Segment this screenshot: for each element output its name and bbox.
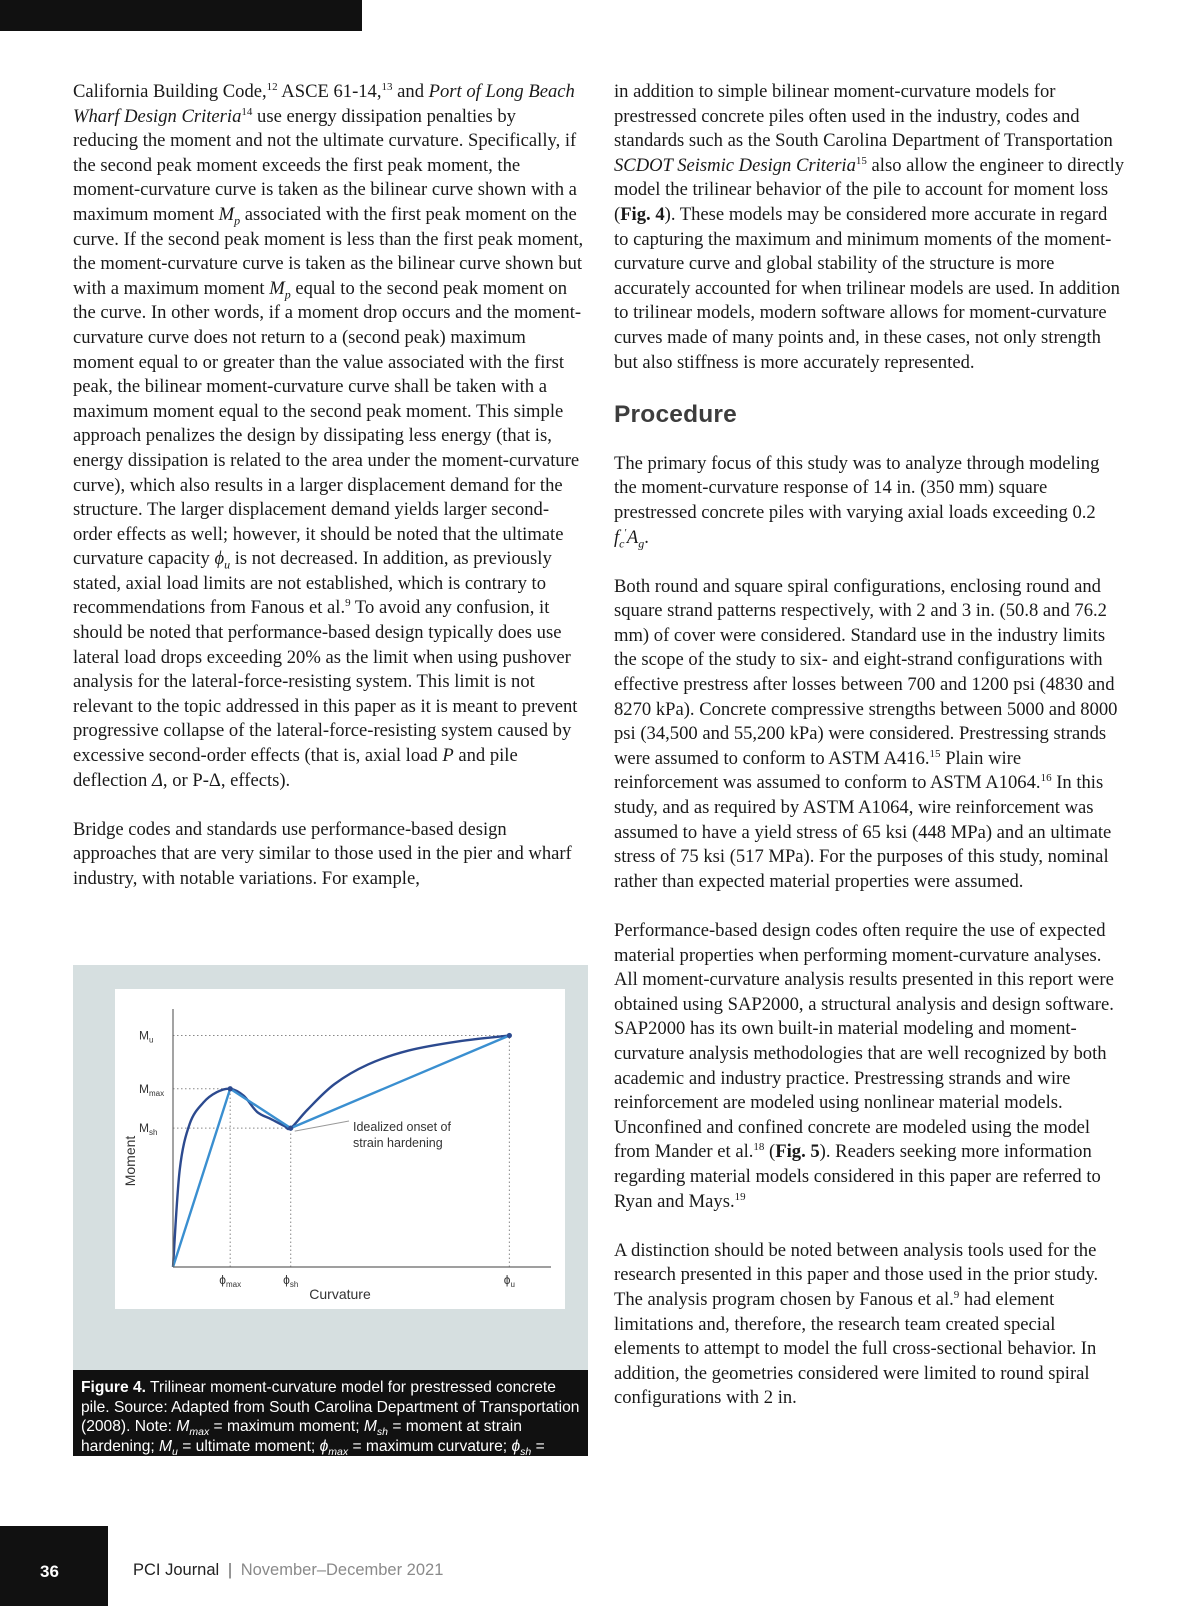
model-vertex-point xyxy=(228,1086,233,1091)
right-paragraph-1: in addition to simple bilinear moment-curvature models for prestressed concrete piles often used in the industry, codes and standards such as the South Carolina Department of Transportation SCDOT Seismic Design Criteria$^{15}$ also allow the engineer to directly model the trilinear behavior of the pile to account for moment loss (Fig. 4). These models may be considered more accurate in regard to capturing the maximum and minimum moments of the moment-curvature curve and global stability of the structure is more accurately accounted for when trilinear models are used. In addition to trilinear models, modern software allows for moment-curvature curves made of many points and, in these cases, not only strength but also stiffness is more accurately represented. xyxy=(614,81,1125,373)
right-column xyxy=(614,80,1126,1411)
y-tick-label: $M_{max}$ xyxy=(139,1081,165,1098)
figure-4-panel xyxy=(73,965,588,1370)
x-tick-label: $\phi_{sh}$ xyxy=(283,1273,299,1289)
x-tick-label: $\phi_{max}$ xyxy=(219,1273,242,1289)
issue-date: November–December 2021 xyxy=(240,1561,444,1579)
right-paragraph-2: The primary focus of this study was to analyze through modeling the moment-curvature response of 14 in. (350 mm) square prestressed concrete piles with varying axial loads exceeding 0.2 $f_c'A_g$. xyxy=(614,452,1100,551)
right-paragraph-4: Performance-based design codes often require the use of expected material properties when performing moment-curvature analyses. All moment-curvature analysis results presented in this report were obtained using SAP2000, a structural analysis and design software. SAP2000 has its own built-in material modeling and moment-curvature analysis methodologies that are well recognized by both academic and industry practice. Prestressing strands and wire reinforcement are modeled using nonlinear material models. Unconfined and confined concrete are modeled using the model from Mander et al.$^{18}$ (Fig. 5). Readers seeking more information regarding material models considered in this paper are referred to Ryan and Mays.$^{19}$ xyxy=(614,920,1114,1212)
section-heading-procedure: Procedure xyxy=(614,400,737,428)
page-number: 36 xyxy=(40,1562,59,1581)
y-tick-label: $M_{sh}$ xyxy=(139,1121,158,1138)
journal-name: PCI Journal xyxy=(133,1561,220,1579)
footer-journal-line xyxy=(133,1561,443,1580)
left-column xyxy=(73,80,585,892)
left-paragraph-2: Bridge codes and standards use performance-based design approaches that are very similar to those used in the pier and wharf industry, with notable variations. For example, xyxy=(73,818,572,889)
right-paragraph-3: Both round and square spiral configurations, enclosing round and square strand patterns respectively, with 2 and 3 in. (50.8 and 76.2 mm) of cover were considered. Standard use in the industry limits the scope of the study to six- and eight-strand configurations with effective prestress after losses between 700 and 1200 psi (4830 and 8270 kPa). Concrete compressive strengths between 5000 and 8000 psi (34,500 and 55,200 kPa) were considered. Prestressing strands were assumed to conform to ASTM A416.15 Plain wire reinforcement was assumed to conform to ASTM A1064.16 In this study, and as required by ASTM A1064, wire reinforcement was assumed to have a yield stress of 65 ksi (448 MPa) and an ultimate stress of 75 ksi (517 MPa). For the purposes of this study, nominal rather than expected material properties were assumed. xyxy=(614,575,1118,892)
model-vertex-point xyxy=(288,1126,293,1131)
x-tick-label: $\phi_u$ xyxy=(503,1273,515,1289)
right-paragraph-5: A distinction should be noted between analysis tools used for the research presented in this paper and those used in the prior study. The analysis program chosen by Fanous et al.$^9$ had element limitations and, therefore, the research team created special elements to attempt to model the full cross-sectional behavior. In addition, the geometries considered were limited to round spiral configurations with 2 in. xyxy=(614,1239,1099,1409)
left-paragraph-1: California Building Code,$^{12}$ ASCE 61-14,13 and Port of Long Beach Wharf Design Criteria$^{14}$ use energy dissipation penalties by reducing the moment and not the ultimate curvature. Specifically, if the second peak moment exceeds the first peak moment, the moment-curvature curve is taken as the bilinear curve shown with a maximum moment $M_p$ associated with the first peak moment on the curve. If the second peak moment is less than the first peak moment, the moment-curvature curve is taken as the bilinear curve shown but with a maximum moment $M_p$ equal to the second peak moment on the curve. In other words, if a moment drop occurs and the moment-curvature curve does not return to a (second peak) maximum moment equal to or greater than the value associated with the first peak, the bilinear moment-curvature curve shall be taken with a maximum moment equal to the second peak moment. This simple approach penalizes the design by dissipating less energy (that is, energy dissipation is related to the area under the moment-curvature curve), which also results in a larger displacement demand for the structure. The larger displacement demand yields larger second-order effects as well; however, it should be noted that the ultimate curvature capacity $\phi_u$ is not decreased. In addition, as previously stated, axial load limits are not established, which is contrary to recommendations from Fanous et al.$^9$ To avoid any confusion, it should be noted that performance-based design typically does use lateral load drops exceeding 20% as the limit when using pushover analysis for the lateral-force-resisting system. This limit is not relevant to the topic addressed in this paper as it is meant to prevent progressive collapse of the lateral-force-resisting system caused by excessive second-order effects (that is, axial load P and pile deflection Δ, or P-Δ, effects). xyxy=(73,80,584,791)
figure-4-caption: Figure 4. Trilinear moment-curvature model for prestressed concrete pile. Source: Adapted from South Carolina Department of Transportation (2008). Note: $M_{max}$ = maximum moment; $M_{sh}$ = moment at strain hardening; $M_u$ = ultimate moment; $\phi_{max}$ = maximum curvature; $\phi_{sh}$ = curvature at strain hardening; $\phi_u$ = ultimate curvature. xyxy=(73,1370,588,1456)
y-tick-label: $M_u$ xyxy=(139,1028,154,1045)
annotation-label: Idealized onset of strain hardening xyxy=(353,1120,451,1150)
model-vertex-point xyxy=(507,1033,512,1038)
x-axis-label: Curvature xyxy=(309,1286,371,1302)
top-black-bar xyxy=(0,0,362,31)
y-axis-label: Moment xyxy=(122,1135,138,1187)
footer-separator: | xyxy=(227,1561,233,1579)
moment-curvature-chart xyxy=(73,965,588,1370)
